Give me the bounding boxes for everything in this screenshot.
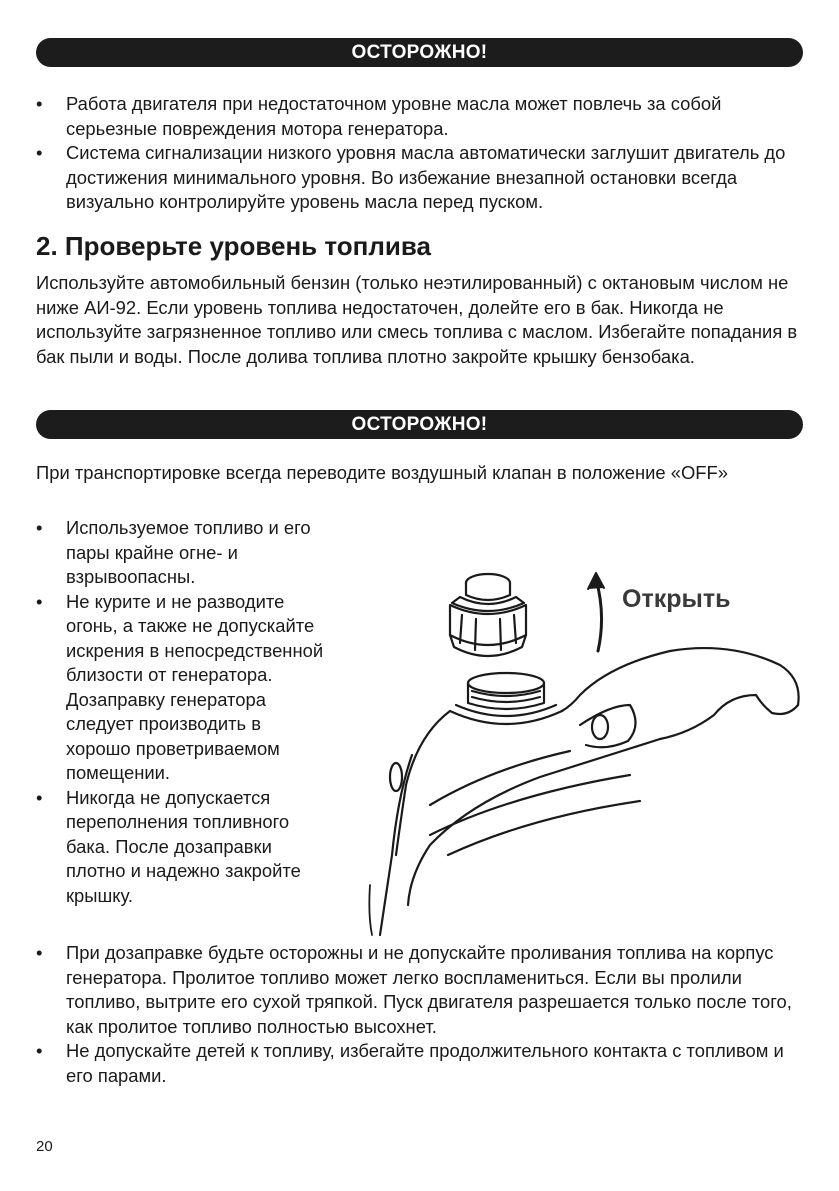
list-item: • Работа двигателя при недостаточном уровне масла может повлечь за собой серьезные повреждения мотора генератора. bbox=[36, 92, 806, 141]
fuel-cap-illustration bbox=[310, 555, 810, 940]
list-item: • Не курите и не разводите огонь, а также не допускайте искрения в непосредственной близости от генератора. Дозаправку генератора следует производить в хорошо проветриваемом помещении. bbox=[36, 590, 326, 786]
warning-banner-1: ОСТОРОЖНО! bbox=[36, 38, 803, 67]
warning-2-intro: При транспортировке всегда переводите воздушный клапан в положение «OFF» bbox=[36, 462, 728, 483]
list-item: • Никогда не допускается переполнения топливного бака. После дозаправки плотно и надежно закройте крышку. bbox=[36, 786, 326, 909]
list-item: • При дозаправке будьте осторожны и не допускайте проливания топлива на корпус генератора. Пролитое топливо может легко воспламениться. Если вы пролили топливо, вытрите его сухой тряпкой. Пуск двигателя разрешается только после того, как пролитое топливо полностью высохнет. bbox=[36, 941, 806, 1039]
section-heading: 2. Проверьте уровень топлива bbox=[36, 231, 431, 261]
warning-2-full-list bbox=[36, 941, 806, 1088]
page-number: 20 bbox=[36, 1138, 53, 1155]
open-label: Открыть bbox=[622, 585, 731, 613]
section-paragraph: Используйте автомобильный бензин (только неэтилированный) с октановым числом не ниже АИ-92. Если уровень топлива недостаточен, долейте его в бак. Никогда не используйте загрязненное топливо или смесь топлива с маслом. Избегайте попадания в бак пыли и воды. После долива топлива плотно закройте крышку бензобака. bbox=[36, 272, 798, 367]
list-item: • Система сигнализации низкого уровня масла автоматически заглушит двигатель до достижения минимального уровня. Во избежание внезапной остановки всегда визуально контролируйте уровень масла перед пуском. bbox=[36, 141, 806, 215]
list-item: • Не допускайте детей к топливу, избегайте продолжительного контакта с топливом и его парами. bbox=[36, 1039, 806, 1088]
warning-1-list bbox=[36, 92, 806, 215]
list-item: • Используемое топливо и его пары крайне огне- и взрывоопасны. bbox=[36, 516, 326, 590]
warning-2-side-list bbox=[36, 516, 326, 908]
warning-banner-2: ОСТОРОЖНО! bbox=[36, 410, 803, 439]
